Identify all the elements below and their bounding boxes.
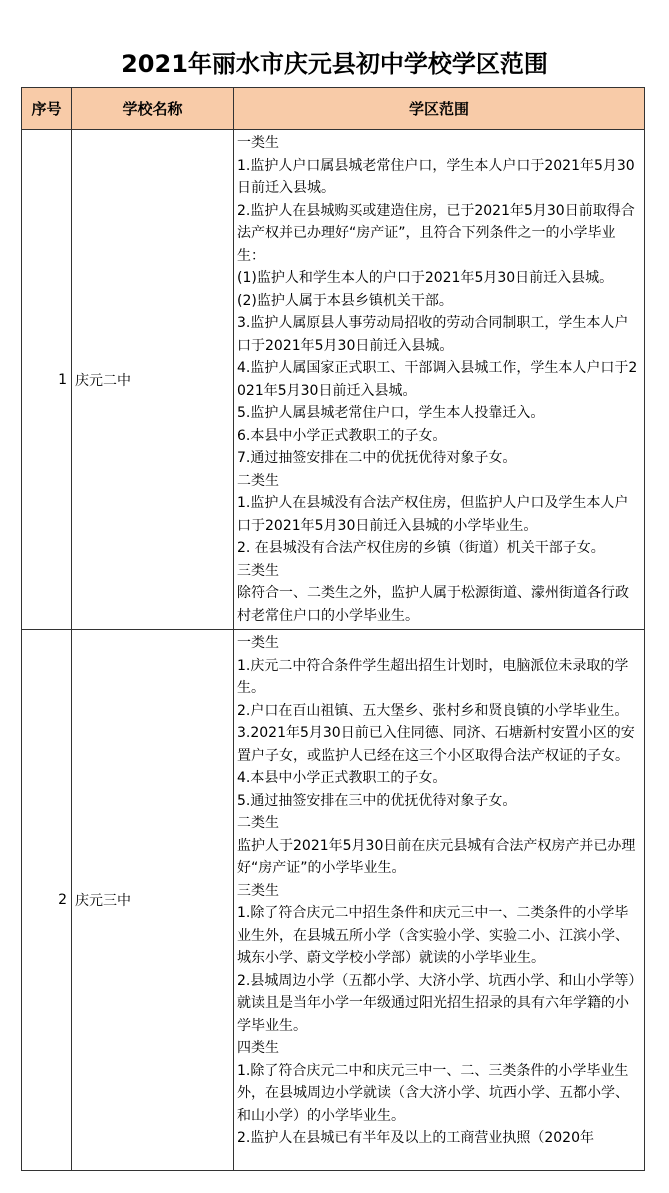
- scope-line: (1)监护人和学生本人的户口于2021年5月30日前迁入县城。: [237, 270, 614, 286]
- scope-line: 1.庆元二中符合条件学生超出招生计划时，电脑派位未录取的学生。: [237, 657, 629, 696]
- scope-line: 7.通过抽签安排在二中的优抚优待对象子女。: [237, 450, 517, 466]
- row-school-name: 庆元二中: [72, 130, 234, 630]
- row-seq: 2: [22, 630, 72, 1171]
- scope-line: 2. 在县城没有合法产权住房的乡镇（街道）机关干部子女。: [237, 540, 605, 556]
- scope-line: 3.监护人属原县人事劳动局招收的劳动合同制职工，学生本人户口于2021年5月30日前迁入县城。: [237, 315, 629, 354]
- scope-line: 1.监护人户口属县城老常住户口，学生本人户口于2021年5月30日前迁入县城。: [237, 157, 635, 196]
- scope-line: 2.监护人在县城已有半年及以上的工商营业执照（2020年: [237, 1130, 594, 1146]
- row-district-scope: [234, 130, 645, 630]
- scope-line: 三类生: [237, 882, 279, 899]
- scope-line: 2.县城周边小学（五都小学、大济小学、坑西小学、和山小学等）就读且是当年小学一年级通过阳光招生招录的具有六年学籍的小学毕业生。: [237, 972, 636, 1034]
- scope-line: 1.除了符合庆元二中和庆元三中一、二、三类条件的小学毕业生外，在县城周边小学就读（含大济小学、坑西小学、五都小学、和山小学）的小学毕业生。: [237, 1062, 629, 1124]
- school-district-table: [21, 87, 645, 1171]
- scope-line: 2.监护人在县城购买或建造住房，已于2021年5月30日前取得合法产权并已办理好“房产证”，且符合下列条件之一的小学毕业生：: [237, 202, 635, 264]
- header-district-scope: 学区范围: [234, 88, 645, 130]
- scope-line: 4.监护人属国家正式职工、干部调入县城工作，学生本人户口于2021年5月30日前迁入县城。: [237, 360, 638, 399]
- row-seq: 1: [22, 130, 72, 630]
- scope-line: 5.监护人属县城老常住户口，学生本人投靠迁入。: [237, 405, 545, 421]
- scope-line: 一类生: [237, 135, 279, 151]
- row-district-scope: [234, 630, 645, 1171]
- table-row: [22, 130, 645, 630]
- scope-line: 1.监护人在县城没有合法产权住房，但监护人户口及学生本人户口于2021年5月30日前迁入县城的小学毕业生。: [237, 495, 629, 534]
- page-title: 2021年丽水市庆元县初中学校学区范围: [121, 50, 548, 78]
- row-school-name: 庆元三中: [72, 630, 234, 1171]
- scope-line: 二类生: [237, 815, 279, 831]
- scope-line: 四类生: [237, 1040, 279, 1056]
- header-school-name: 学校名称: [72, 88, 234, 130]
- scope-line: (2)监护人属于本县乡镇机关干部。: [237, 292, 453, 309]
- scope-line: 3.2021年5月30日前已入住同德、同济、石塘新村安置小区的安置户子女，或监护人已经在这三个小区取得合法产权证的子女。: [237, 725, 635, 764]
- scope-line: 4.本县中小学正式教职工的子女。: [237, 770, 447, 786]
- scope-line: 二类生: [237, 472, 279, 489]
- scope-line: 6.本县中小学正式教职工的子女。: [237, 427, 447, 444]
- header-seq: 序号: [22, 88, 72, 130]
- scope-line: 除符合一、二类生之外，监护人属于松源街道、濛州街道各行政村老常住户口的小学毕业生。: [237, 585, 629, 624]
- table-row: [22, 630, 645, 1171]
- scope-line: 2.户口在百山祖镇、五大堡乡、张村乡和贤良镇的小学毕业生。: [237, 702, 629, 719]
- scope-line: 三类生: [237, 562, 279, 579]
- scope-line: 一类生: [237, 635, 279, 651]
- scope-line: 监护人于2021年5月30日前在庆元县城有合法产权房产并已办理好“房产证”的小学毕业生。: [237, 837, 636, 876]
- table-header-row: [22, 88, 645, 130]
- scope-line: 1.除了符合庆元二中招生条件和庆元三中一、二类条件的小学毕业生外，在县城五所小学（含实验小学、实验二小、江滨小学、城东小学、蔚文学校小学部）就读的小学毕业生。: [237, 905, 629, 966]
- scope-line: 5.通过抽签安排在三中的优抚优待对象子女。: [237, 792, 517, 809]
